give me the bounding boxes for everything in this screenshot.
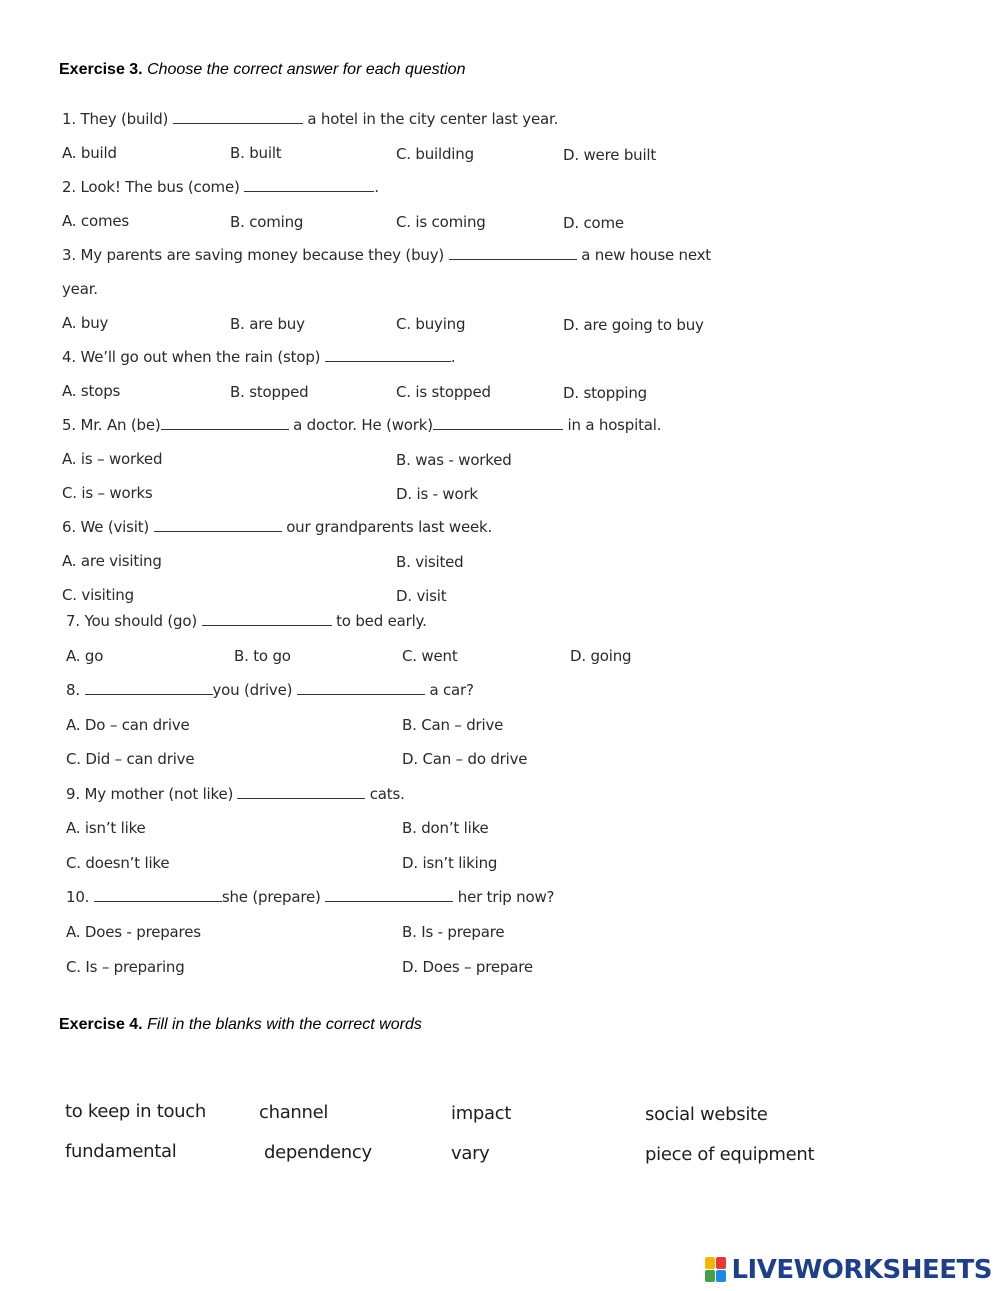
word-bank-item: dependency: [264, 1142, 372, 1163]
option-a[interactable]: A. isn’t like: [66, 819, 146, 837]
option-b[interactable]: B. are buy: [230, 315, 305, 333]
option-a[interactable]: A. buy: [62, 314, 109, 332]
option-c[interactable]: C. went: [402, 647, 458, 665]
brand-mark-icon: [705, 1257, 727, 1283]
answer-blank[interactable]: [325, 349, 451, 362]
question-text: 4. We’ll go out when the rain (stop): [62, 348, 321, 366]
exercise-4-heading: [59, 1016, 422, 1034]
answer-blank[interactable]: [161, 417, 289, 430]
question-text: in a hospital.: [567, 416, 662, 434]
exercise-3-label: Exercise 3.: [59, 61, 143, 78]
word-bank-item: channel: [259, 1102, 329, 1123]
answer-blank[interactable]: [297, 682, 425, 695]
question-text: 8.: [66, 681, 80, 699]
option-a[interactable]: A. comes: [62, 212, 130, 230]
word-bank-item: fundamental: [65, 1141, 177, 1162]
option-d[interactable]: D. stopping: [563, 384, 647, 402]
option-c[interactable]: C. building: [396, 145, 474, 163]
option-a[interactable]: A. build: [62, 144, 117, 162]
question-text: 1. They (build): [62, 110, 169, 128]
option-d[interactable]: D. isn’t liking: [402, 854, 498, 872]
question-10: [66, 888, 554, 906]
option-d[interactable]: D. Can – do drive: [402, 750, 528, 768]
option-c[interactable]: C. doesn’t like: [66, 854, 170, 872]
question-text: .: [450, 348, 456, 366]
question-6: [62, 518, 492, 536]
word-bank-item: to keep in touch: [65, 1101, 206, 1122]
question-text: cats.: [369, 785, 405, 803]
question-text: she (prepare): [221, 888, 321, 906]
option-b[interactable]: B. Can – drive: [402, 716, 504, 734]
exercise-3-heading: [59, 61, 465, 79]
liveworksheets-logo: [705, 1255, 992, 1285]
option-a[interactable]: A. stops: [62, 382, 121, 400]
option-d[interactable]: D. is - work: [396, 485, 478, 503]
answer-blank[interactable]: [433, 417, 563, 430]
option-d[interactable]: D. going: [570, 647, 632, 665]
option-d[interactable]: D. visit: [396, 587, 447, 605]
question-text: a new house next: [581, 246, 711, 264]
option-a[interactable]: A. are visiting: [62, 552, 162, 570]
option-b[interactable]: B. was - worked: [396, 451, 512, 469]
question-text: 10.: [66, 888, 90, 906]
question-5: [62, 416, 661, 434]
exercise-4-label: Exercise 4.: [59, 1016, 143, 1033]
option-b[interactable]: B. to go: [234, 647, 291, 665]
option-d[interactable]: D. Does – prepare: [402, 958, 533, 976]
word-bank-item: vary: [451, 1143, 490, 1164]
question-text: 6. We (visit): [62, 518, 150, 536]
option-a[interactable]: A. go: [66, 647, 104, 665]
word-bank-item: social website: [645, 1104, 768, 1125]
question-9: [66, 785, 405, 803]
option-d[interactable]: D. come: [563, 214, 624, 232]
question-4: [62, 348, 455, 366]
option-b[interactable]: B. coming: [230, 213, 304, 231]
exercise-3-instruction: Choose the correct answer for each question: [147, 61, 466, 78]
question-8: [66, 681, 474, 699]
question-text: 9. My mother (not like): [66, 785, 234, 803]
question-text: our grandparents last week.: [286, 518, 493, 536]
answer-blank[interactable]: [449, 247, 577, 260]
option-d[interactable]: D. were built: [563, 146, 657, 164]
option-a[interactable]: A. Do – can drive: [66, 716, 190, 734]
option-c[interactable]: C. buying: [396, 315, 466, 333]
question-text: you (drive): [212, 681, 293, 699]
answer-blank[interactable]: [85, 682, 213, 695]
option-b[interactable]: B. visited: [396, 553, 464, 571]
option-b[interactable]: B. Is - prepare: [402, 923, 505, 941]
option-a[interactable]: A. is – worked: [62, 450, 163, 468]
answer-blank[interactable]: [244, 179, 374, 192]
question-3: [62, 246, 711, 264]
option-c[interactable]: C. Did – can drive: [66, 750, 195, 768]
option-b[interactable]: B. built: [230, 144, 282, 162]
question-text: .: [374, 178, 379, 196]
answer-blank[interactable]: [237, 786, 365, 799]
option-c[interactable]: C. Is – preparing: [66, 958, 185, 976]
word-bank-item: impact: [451, 1103, 512, 1124]
answer-blank[interactable]: [94, 889, 222, 902]
question-7: [66, 612, 427, 630]
question-text: to bed early.: [336, 612, 427, 630]
question-text: a hotel in the city center last year.: [307, 110, 559, 128]
question-text: a doctor. He (work): [293, 416, 433, 434]
question-text: 3. My parents are saving money because they (buy): [62, 246, 445, 264]
answer-blank[interactable]: [173, 111, 303, 124]
option-c[interactable]: C. is – works: [62, 484, 153, 502]
exercise-4-instruction: Fill in the blanks with the correct words: [147, 1016, 422, 1033]
answer-blank[interactable]: [202, 613, 332, 626]
question-text: 2. Look! The bus (come): [62, 178, 240, 196]
answer-blank[interactable]: [325, 889, 453, 902]
word-bank-item: piece of equipment: [645, 1144, 815, 1165]
question-text: her trip now?: [457, 888, 555, 906]
option-a[interactable]: A. Does - prepares: [66, 923, 201, 941]
option-c[interactable]: C. is coming: [396, 213, 486, 231]
question-3-continued: year.: [62, 280, 98, 298]
option-b[interactable]: B. don’t like: [402, 819, 489, 837]
question-text: 7. You should (go): [66, 612, 197, 630]
question-text: 5. Mr. An (be): [62, 416, 161, 434]
question-2: [62, 178, 379, 196]
question-1: [62, 110, 558, 128]
option-b[interactable]: B. stopped: [230, 383, 309, 401]
answer-blank[interactable]: [154, 519, 282, 532]
option-c[interactable]: C. is stopped: [396, 383, 491, 401]
option-c[interactable]: C. visiting: [62, 586, 134, 604]
question-text: a car?: [429, 681, 474, 699]
option-d[interactable]: D. are going to buy: [563, 316, 704, 334]
brand-name: LIVEWORKSHEETS: [731, 1255, 992, 1285]
